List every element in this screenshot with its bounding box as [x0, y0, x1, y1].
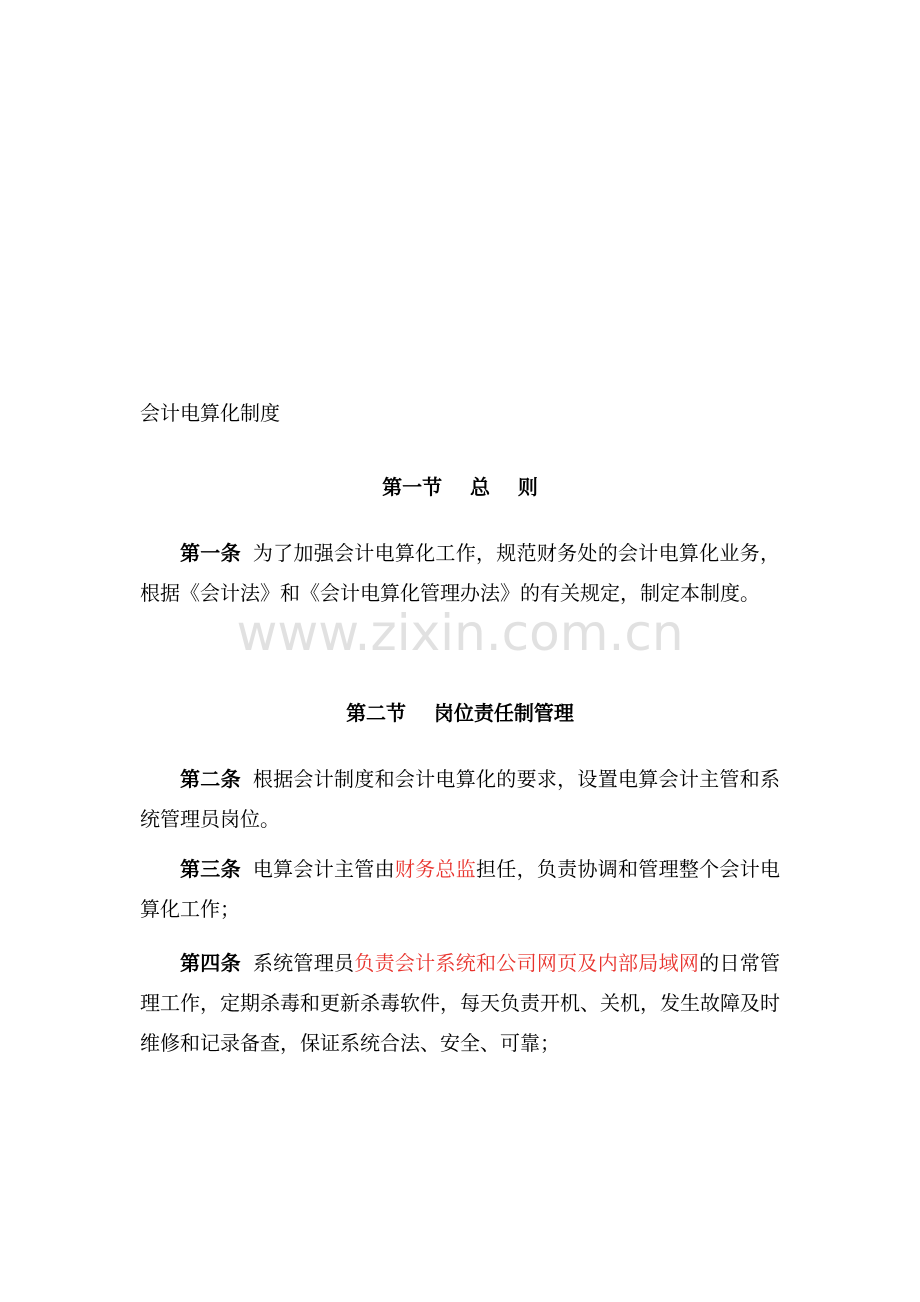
section-heading-1: 第一节 总 则	[382, 475, 538, 499]
article-highlight: 负责会计系统和公司网页及内部局域网	[354, 951, 700, 975]
article-number: 第三条	[180, 857, 241, 881]
article-highlight: 财务总监	[394, 857, 477, 881]
article-number: 第一条	[180, 541, 241, 565]
article-4	[140, 943, 780, 1063]
article-text: 为了加强会计电算化工作，规范财务处的会计电算化业务，根据《会计法》和《会计电算化管理办法》的有关规定，制定本制度。	[140, 541, 781, 605]
document-title: 会计电算化制度	[140, 401, 280, 425]
article-1	[140, 533, 780, 613]
article-text: 根据会计制度和会计电算化的要求，设置电算会计主管和系统管理员岗位。	[140, 767, 781, 831]
article-2	[140, 759, 780, 839]
watermark: www.zixin.com.cn	[236, 604, 684, 662]
article-text-before: 电算会计主管由	[252, 857, 395, 881]
article-text-after: 担任，负责协调和管理整个会计电算化工作；	[140, 857, 781, 921]
article-text-after: 的日常管理工作，定期杀毒和更新杀毒软件，每天负责开机、关机，发生故障及时维修和记录备查，保证系统合法、安全、可靠；	[140, 951, 781, 1055]
article-text-before: 系统管理员	[252, 951, 355, 975]
section-heading-2: 第二节 岗位责任制管理	[346, 701, 574, 725]
article-number: 第四条	[180, 951, 241, 975]
article-number: 第二条	[180, 767, 241, 791]
article-3	[140, 849, 780, 929]
